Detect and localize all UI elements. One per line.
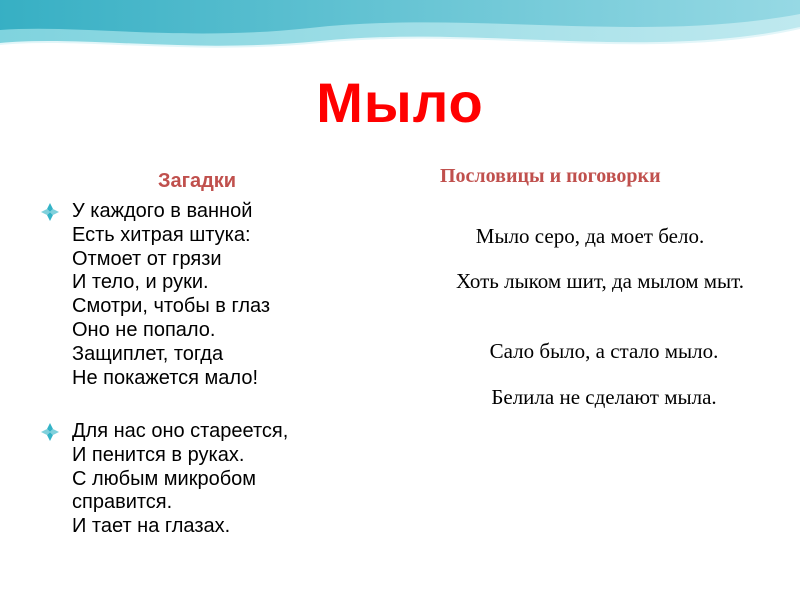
proverb-item: Хоть лыком шит, да мылом мыт. bbox=[456, 269, 744, 293]
riddle-item bbox=[40, 420, 288, 539]
proverb-item: Сало было, а стало мыло. bbox=[489, 339, 719, 363]
proverbs-heading: Пословицы и поговорки bbox=[440, 165, 661, 187]
riddles-heading: Загадки bbox=[158, 170, 237, 192]
slide-title: Мыло bbox=[316, 71, 484, 134]
header-wave-decoration bbox=[0, 0, 800, 70]
diamond-bullet-icon bbox=[40, 422, 60, 442]
proverb-item: Белила не сделают мыла. bbox=[491, 385, 717, 409]
riddle-text: У каждого в ванной Есть хитрая штука: Отмоет от грязи И тело, и руки. Смотри, чтобы в глаз Оно не попало. Защиплет, тогда Не покажется мало! bbox=[72, 200, 271, 389]
proverb-item: Мыло серо, да моет бело. bbox=[475, 224, 705, 248]
diamond-bullet-icon bbox=[40, 202, 60, 222]
riddle-item bbox=[40, 200, 270, 390]
riddle-text: Для нас оно стареется, И пенится в руках. С любым микробом справится. И тает на глазах. bbox=[72, 420, 289, 538]
